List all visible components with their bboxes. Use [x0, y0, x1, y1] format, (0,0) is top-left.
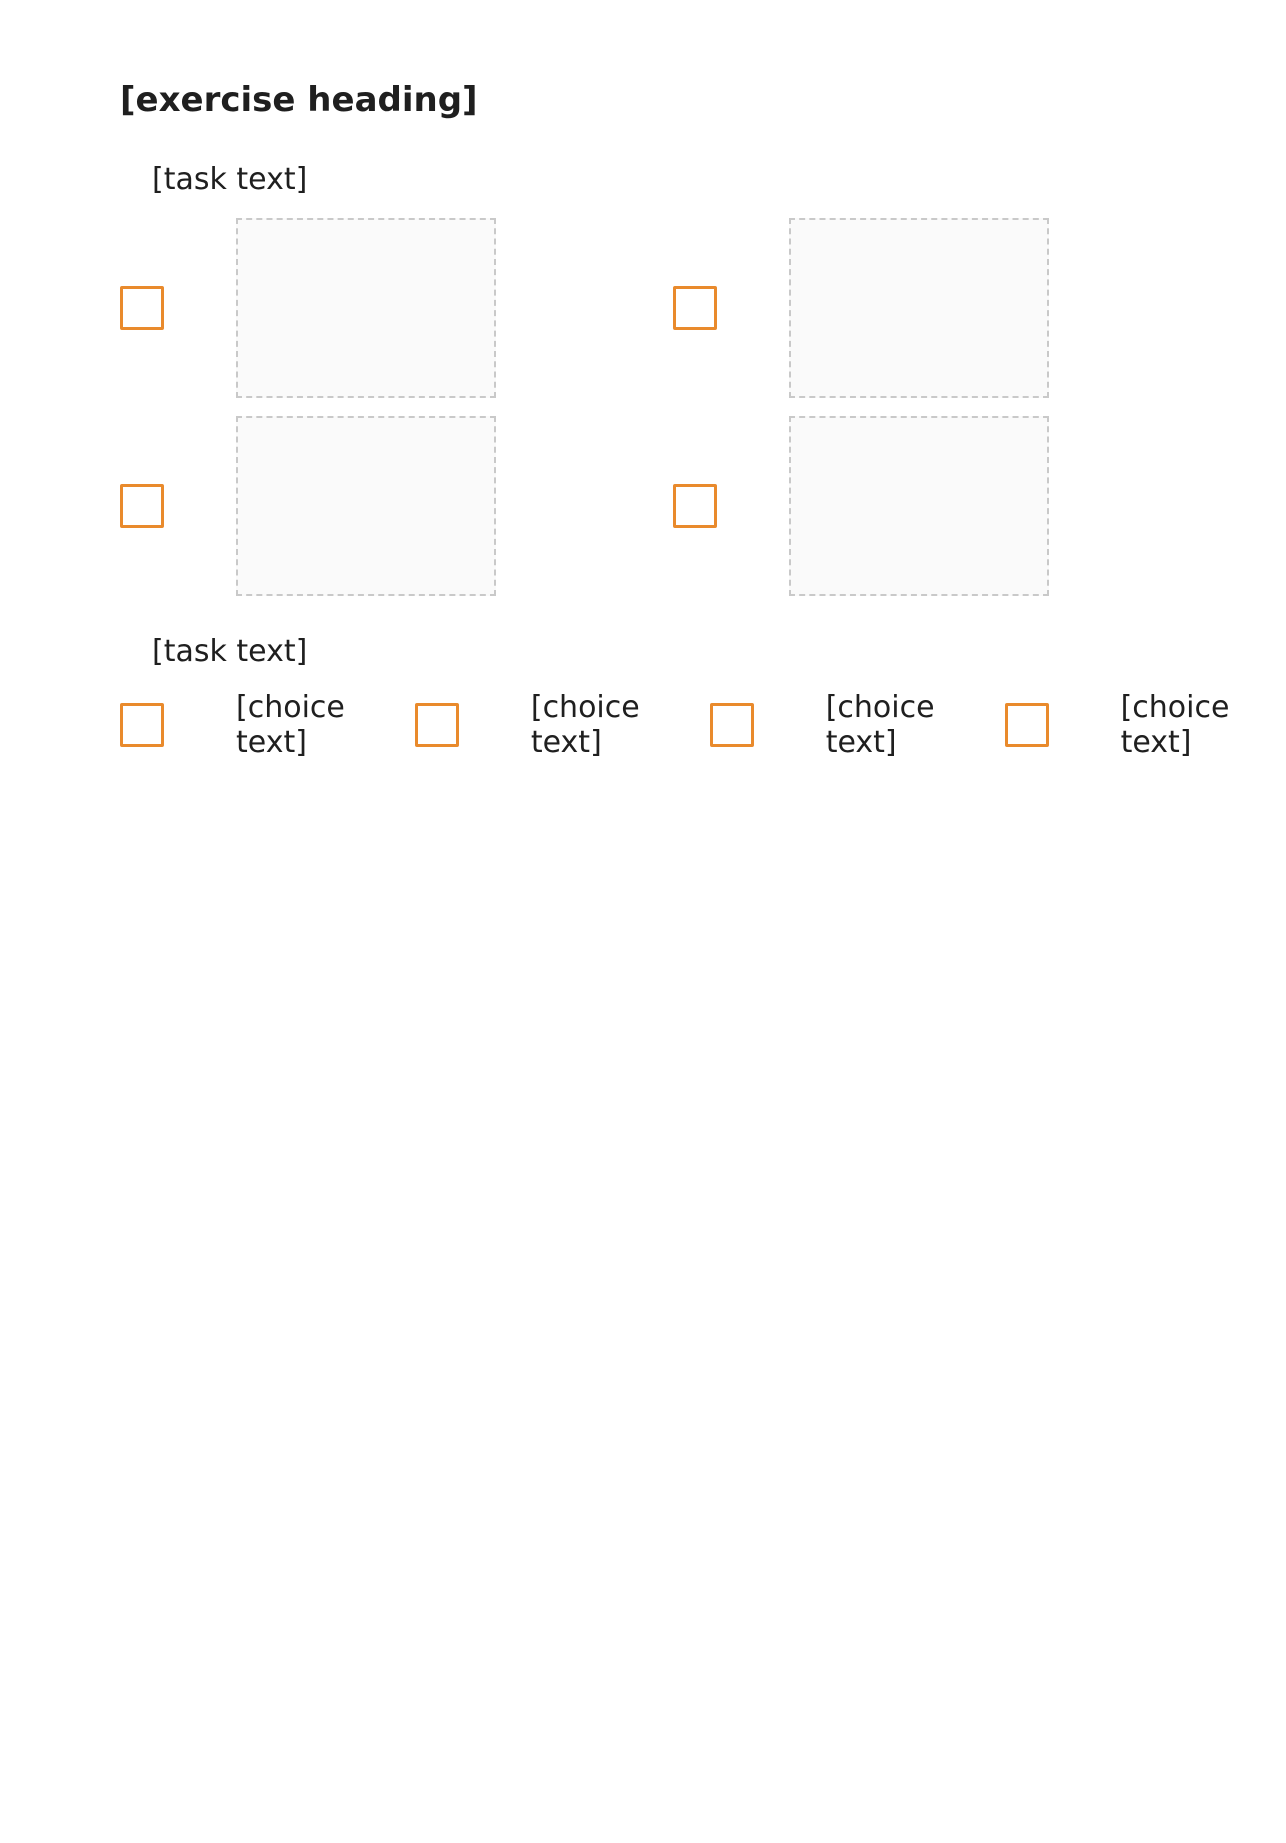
- choice-text: [choice text]: [825, 690, 935, 760]
- picture-choice: [673, 416, 1166, 596]
- picture-placeholder: [789, 416, 1049, 596]
- answer-checkbox[interactable]: [1005, 703, 1049, 747]
- answer-checkbox[interactable]: [673, 286, 717, 330]
- task-2: [120, 632, 1230, 760]
- answer-checkbox[interactable]: [673, 484, 717, 528]
- task-text: [task text]: [152, 162, 308, 197]
- picture-choice: [120, 416, 613, 596]
- answer-checkbox[interactable]: [120, 286, 164, 330]
- text-choice: [415, 690, 640, 760]
- answer-checkbox[interactable]: [710, 703, 754, 747]
- answer-checkbox[interactable]: [120, 484, 164, 528]
- choice-text: [choice text]: [1120, 690, 1230, 760]
- picture-placeholder: [236, 218, 496, 398]
- answer-checkbox[interactable]: [415, 703, 459, 747]
- task-header: [120, 632, 1166, 672]
- text-choices: [120, 690, 1230, 760]
- text-choice: [1005, 690, 1230, 760]
- choice-text: [choice text]: [530, 690, 640, 760]
- text-choice: [710, 690, 935, 760]
- page-heading: [exercise heading]: [120, 80, 478, 120]
- task-text: [task text]: [152, 634, 308, 669]
- task-number: [120, 632, 140, 672]
- picture-choices: [120, 218, 1166, 596]
- picture-placeholder: [236, 416, 496, 596]
- task-header: [120, 160, 1166, 200]
- task-1: [120, 160, 1166, 596]
- choice-text: [choice text]: [236, 690, 345, 760]
- picture-choice: [673, 218, 1166, 398]
- picture-placeholder: [789, 218, 1049, 398]
- picture-choice: [120, 218, 613, 398]
- text-choice: [120, 690, 345, 760]
- task-number: [120, 160, 140, 200]
- answer-checkbox[interactable]: [120, 703, 164, 747]
